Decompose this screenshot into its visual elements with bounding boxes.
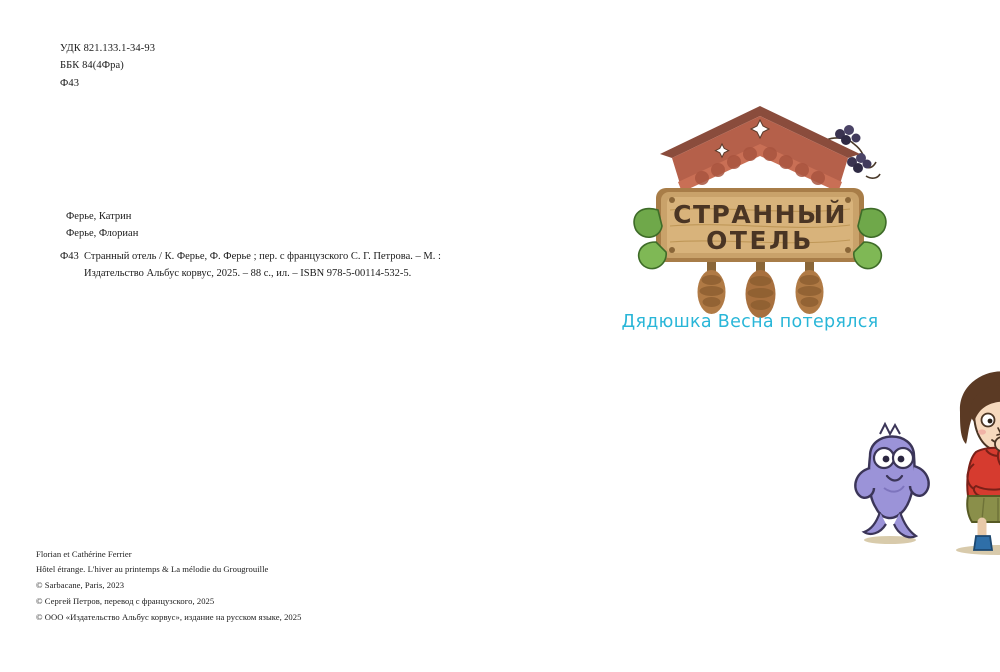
hotel-sign-illustration: [630, 92, 890, 312]
copyright-line-3: © Sarbacane, Paris, 2023: [36, 580, 125, 591]
pinecone-icon: [698, 262, 824, 318]
cip-author-2: Ферье, Флориан: [66, 228, 139, 239]
shelf-code-line: Ф43: [60, 77, 80, 89]
cip-block: [60, 208, 441, 282]
sign-title-line-1: СТРАННЫЙ: [673, 200, 847, 229]
cip-description-line-2: Издательство Альбус корвус, 2025. – 88 с., ил. – ISBN 978-5-00114-532-5.: [84, 268, 412, 279]
cip-description-line-1: Странный отель / К. Ферье, Ф. Ферье ; пер. с французского С. Г. Петрова. – М. :: [84, 251, 441, 262]
page-subtitle: Дядюшка Весна потерялся: [621, 312, 879, 332]
monster-character: [855, 424, 928, 537]
copyright-line-2: Hôtel étrange. L'hiver au printemps & La mélodie du Grougrouille: [36, 564, 269, 575]
cip-code: Ф43: [60, 251, 79, 262]
title-page: [500, 0, 1000, 672]
udk-line: УДК 821.133.1-34-93: [60, 43, 156, 54]
girl-character: [960, 371, 1000, 550]
copyright-line-1: Florian et Cathérine Ferrier: [36, 548, 132, 559]
cip-description-row: [60, 248, 441, 282]
girl-boot-left: [974, 536, 992, 550]
cip-author-1: Ферье, Катрин: [66, 211, 132, 222]
copyright-line-5: © ООО «Издательство Альбус корвус», издание на русском языке, 2025: [36, 612, 302, 623]
classification-block: [60, 40, 155, 92]
bbk-line: ББК 84(4Фра): [60, 60, 124, 72]
characters-illustration: [840, 360, 1000, 560]
cip-description: [84, 248, 441, 282]
copyright-block: [36, 547, 301, 626]
copyright-line-4: © Сергей Петров, перевод с французского, 2025: [36, 596, 215, 607]
sign-title-line-2: ОТЕЛЬ: [706, 226, 814, 255]
